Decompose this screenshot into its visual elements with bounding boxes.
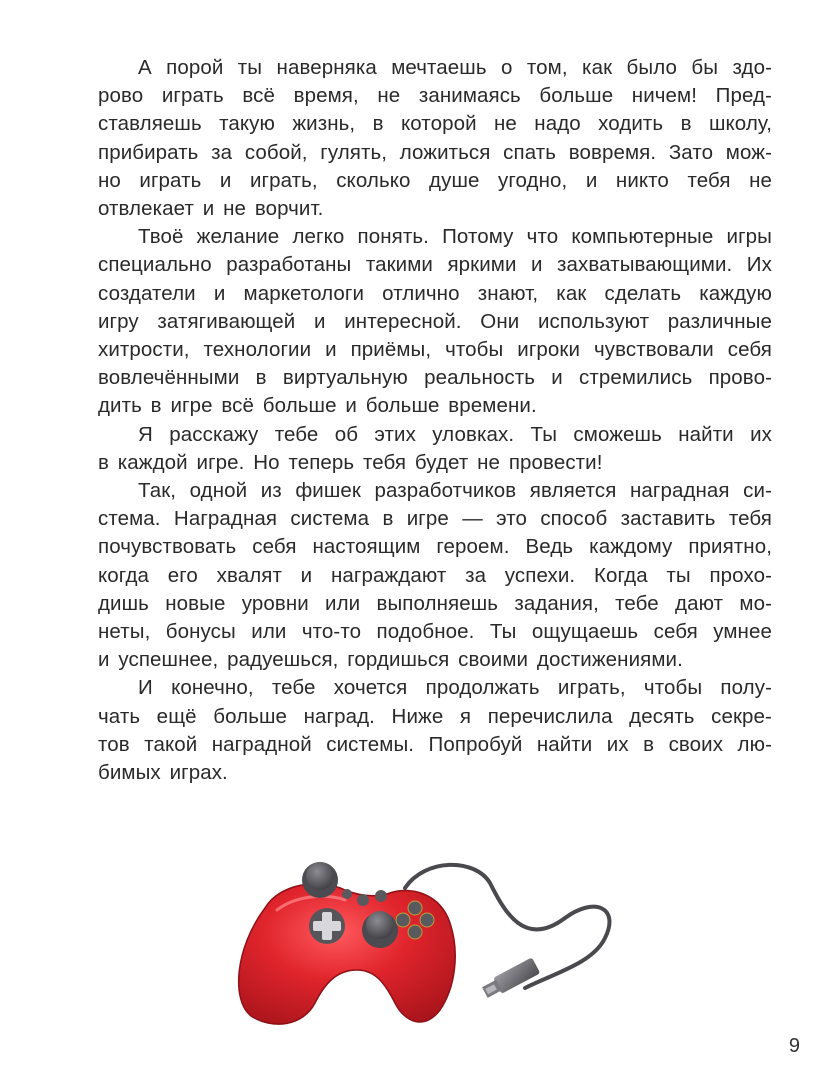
text-line: И конечно, тебе хочется продолжать играть, чтобы полу-: [138, 676, 772, 700]
back-button-icon: [342, 889, 352, 899]
text-line: Так, одной из фишек разработчиков является наградная си-: [138, 479, 772, 503]
text-line: игру затягивающей и интересной. Они используют различные: [98, 309, 772, 333]
text-line: дишь новые уровни или выполняешь задания, тебе дают мо-: [98, 591, 772, 615]
text-line: А порой ты наверняка мечтаешь о том, как было бы здо-: [138, 56, 772, 79]
text-line: специально разработаны такими яркими и захватывающими. Их: [98, 253, 772, 277]
text-line: отвлекает и не ворчит.: [98, 197, 324, 221]
page-number: 9: [788, 1035, 800, 1057]
text-line: но играть и играть, сколько душе угодно, и никто тебя не: [98, 168, 772, 192]
gamepad-icon: [225, 838, 645, 1038]
text-line: тов такой наградной системы. Попробуй найти их в своих лю-: [98, 732, 772, 756]
text-line: Я расскажу тебе об этих уловках. Ты сможешь найти их: [138, 422, 772, 446]
text-line: дить в игре всё больше и больше времени.: [98, 394, 537, 418]
usb-plug-icon: [481, 957, 541, 1000]
text-line: вовлечёнными в виртуальную реальность и стремились прово-: [98, 366, 772, 390]
paragraph-1: [58, 54, 772, 223]
text-line: создатели и маркетологи отлично знают, как сделать каждую: [98, 281, 772, 305]
text-line: рово играть всё время, не занимаясь больше ничем! Пред-: [98, 84, 772, 108]
text-line: почувствовать себя настоящим героем. Ведь каждому приятно,: [98, 535, 772, 559]
text-line: хитрости, технологии и приёмы, чтобы игроки чувствовали себя: [98, 338, 772, 362]
paragraph-5: [58, 674, 772, 787]
start-button-icon: [357, 894, 369, 906]
text-line: в каждой игре. Но теперь тебя будет не провести!: [98, 450, 603, 474]
text-line: бимых играх.: [98, 761, 228, 785]
guide-button-icon: [375, 890, 387, 902]
text-line: ставляешь такую жизнь, в которой не надо ходить в школу,: [98, 112, 772, 136]
paragraph-2: [58, 223, 772, 420]
body-text: [58, 54, 772, 787]
text-line: чать ещё больше наград. Ниже я перечислила десять секре-: [98, 704, 772, 728]
controller-body: [239, 884, 456, 1024]
text-line: Твоё желание легко понять. Потому что компьютерные игры: [138, 225, 772, 249]
text-line: когда его хвалят и награждают за успехи. Когда ты прохо-: [98, 563, 772, 587]
text-line: прибирать за собой, гулять, ложиться спать вовремя. Зато мож-: [98, 140, 772, 164]
text-line: неты, бонусы или что-то подобное. Ты ощущаешь себя умнее: [98, 620, 772, 644]
text-line: и успешнее, радуешься, гордишься своими достижениями.: [98, 648, 683, 672]
dpad-icon: [309, 908, 345, 944]
paragraph-3: [58, 421, 772, 477]
text-line: стема. Наградная система в игре — это способ заставить тебя: [98, 507, 772, 531]
paragraph-4: [58, 477, 772, 674]
left-stick-icon: [302, 862, 338, 898]
